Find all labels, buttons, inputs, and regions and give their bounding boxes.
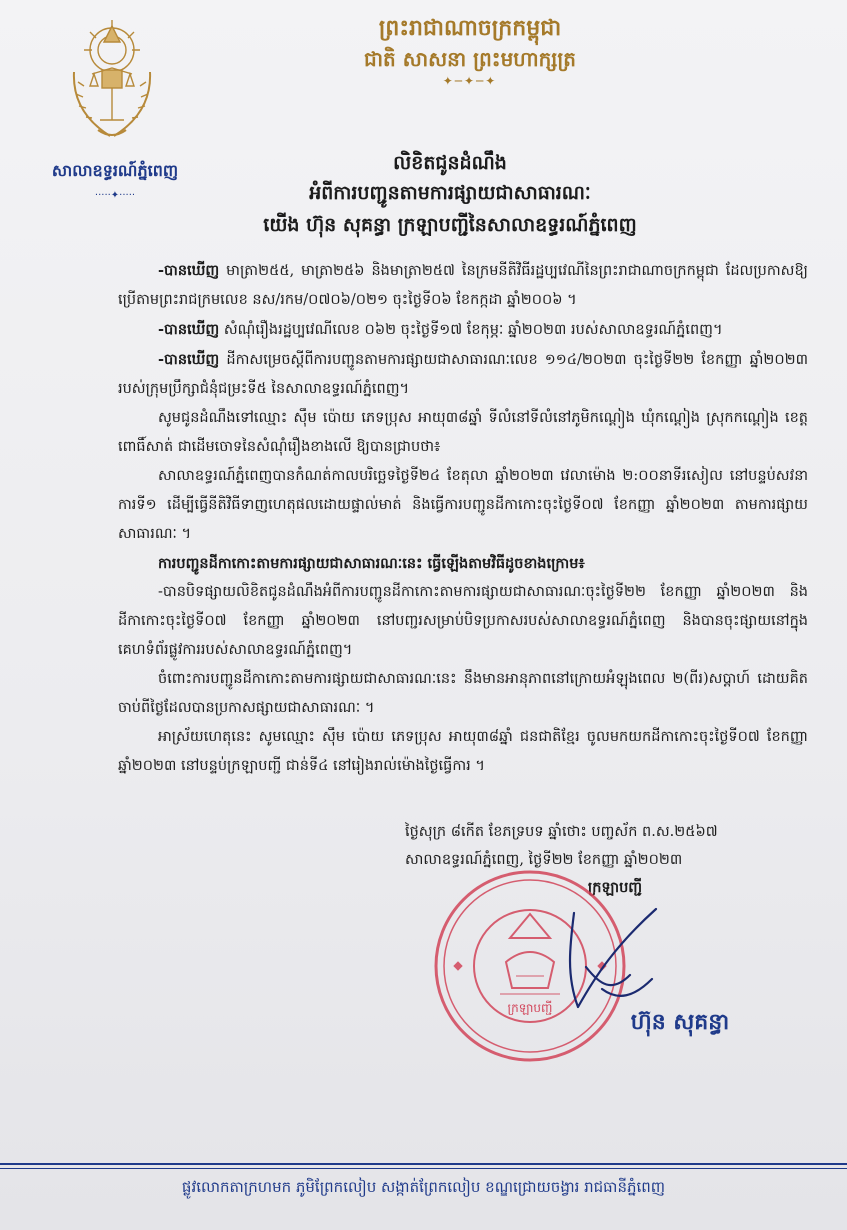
document-subject: អំពីការបញ្ជូនតាមការផ្សាយជាសាធារណៈ (309, 182, 591, 204)
paragraph-3 (118, 345, 808, 404)
paragraph-5: សាលាឧទ្ធរណ៍ភ្នំពេញបានកំណត់កាលបរិច្ឆេទថ្ងៃទី២៤ ខែតុលា ឆ្នាំ២០២៣ វេលាម៉ោង ២:០០នាទីរសៀល នៅបន្ទប់សវនាការទី១ ដើម្បីធ្វើនីតិវិធីទាញហេតុផលដោយផ្ទាល់មាត់ និងធ្វើការបញ្ជូនដីកាកោះចុះថ្ងៃទី០៧ ខែកញ្ញា ឆ្នាំ២០២៣ តាមការផ្សាយសាធារណៈ ។ (118, 468, 808, 542)
paragraph-2 (118, 315, 808, 345)
paragraph-8: អាស្រ័យហេតុនេះ សូមឈ្មោះ ស៊ឹម ប៉ោយ ភេទប្រុស អាយុ៣៨ឆ្នាំ ជនជាតិខ្មែរ ចូលមកយកដីកាកោះចុះថ្ងៃទី០៧ ខែកញ្ញា ឆ្នាំ២០២៣ នៅបន្ទប់ក្រឡាបញ្ជី ជាន់ទី៤ នៅរៀងរាល់ម៉ោងថ្ងៃធ្វើការ ។ (118, 729, 808, 774)
paragraph-text: សំណុំរឿងរដ្ឋប្បវេណីលេខ ០៦២ ចុះថ្ងៃទី១៧ ខែកុម្ភៈ ឆ្នាំ២០២៣ របស់សាលាឧទ្ធរណ៍ភ្នំពេញ។ (219, 322, 723, 338)
document-title: លិខិតជូនដំណឹង (393, 152, 507, 174)
footer-address: ផ្លូវលោកតាក្រហមក ភូមិព្រែកលៀប សង្កាត់ព្រែកលៀប ខណ្ឌជ្រោយចង្វារ រាជធានីភ្នំពេញ (181, 1178, 666, 1196)
lunar-date: ថ្ងៃសុក្រ ៨កើត ខែភទ្របទ ឆ្នាំថោះ បញ្ចស័ក ព.ស.២៥៦៧ (405, 824, 718, 840)
paragraph-lead: -បានឃើញ (158, 351, 220, 368)
document-titles (150, 148, 750, 242)
footer-divider-thin (0, 1168, 847, 1169)
paragraph-7: ចំពោះការបញ្ជូនដីកាកោះតាមការផ្សាយជាសាធារណៈនេះ នឹងមានអានុភាពនៅក្រោយអំឡុងពេល ២(ពីរ)សប្តាហ៍ ដោយគិតចាប់ពីថ្ងៃដែលបានប្រកាសផ្សាយជាសាធារណៈ ។ (118, 671, 808, 716)
paragraph-text: ដីកាសម្រេចស្តីពីការបញ្ជូនតាមការផ្សាយជាសាធារណៈលេខ ១១៤/២០២៣ ចុះថ្ងៃទី២២ ខែកញ្ញា ឆ្នាំ២០២៣ របស់ក្រុមប្រឹក្សាជំនុំជម្រះទី៥ នៃសាលាឧទ្ធរណ៍ភ្នំពេញ។ (118, 352, 808, 397)
issuer-line: យើង ហ៊ុន សុគន្ធា ក្រឡាបញ្ជីនៃសាលាឧទ្ធរណ៍ភ្នំពេញ (263, 214, 637, 236)
paragraph-6: -បានបិទផ្សាយលិខិតជូនដំណឹងអំពីការបញ្ជូនដីកាកោះតាមការផ្សាយជាសាធារណៈចុះថ្ងៃទី២២ ខែកញ្ញា ឆ្នាំ២០២៣ និងដីកាកោះចុះថ្ងៃទី០៧ ខែកញ្ញា ឆ្នាំ២០២៣ នៅបញ្ជរសម្រាប់បិទប្រកាសរបស់សាលាឧទ្ធរណ៍ភ្នំពេញ និងបានចុះផ្សាយនៅក្នុងគេហទំព័រផ្លូវការរបស់សាលាឧទ្ធរណ៍ភ្នំពេញ។ (118, 584, 808, 658)
header-ornament: ✦─✦─✦ (442, 74, 498, 88)
paragraph-text: មាត្រា២៥៥, មាត្រា២៥៦ និងមាត្រា២៥៧ នៃក្រមនីតិវិធីរដ្ឋប្បវេណីនៃព្រះរាជាណាចក្រកម្ពុជា ដែលប្រកាសឱ្យប្រើតាមព្រះរាជក្រមលេខ នស/រកម/០៧០៦/០២១ ចុះថ្ងៃទី០៦ ខែកក្កដា ឆ្នាំ២០០៦ ។ (118, 263, 808, 308)
paragraph-4: សូមជូនដំណឹងទៅឈ្មោះ ស៊ឹម ប៉ោយ ភេទប្រុស អាយុ៣៨ឆ្នាំ ទីលំនៅទីលំនៅភូមិកណ្តៀង ឃុំកណ្តៀង ស្រុកកណ្តៀង ខេត្តពោធិ៍សាត់ ជាដើមចោទនៃសំណុំរឿងខាងលើ ឱ្យបានជ្រាបថា៖ (118, 410, 808, 455)
royal-emblem-icon (62, 12, 162, 152)
section-heading: ការបញ្ជូនដីកាកោះតាមការផ្សាយជាសាធារណៈនេះ ធ្វើឡើងតាមវិធីដូចខាងក្រោម៖ (158, 555, 585, 572)
signature-icon (556, 905, 666, 1015)
kingdom-title: ព្រះរាជាណាចក្រកម្ពុជា (378, 15, 562, 41)
footer-divider (0, 1163, 847, 1165)
paragraph-lead: -បានឃើញ (158, 262, 220, 279)
letterhead (290, 12, 650, 88)
signer-name: ហ៊ុន សុគន្ធា (630, 1009, 730, 1035)
document-body (118, 256, 808, 781)
signer-role: ក្រឡាបញ្ជី (587, 879, 643, 896)
paragraph-1 (118, 256, 808, 315)
court-ornament: ·····✦····· (94, 190, 136, 201)
paragraph-lead: -បានឃើញ (158, 321, 220, 338)
national-motto: ជាតិ សាសនា ព្រះមហាក្សត្រ (364, 47, 576, 71)
seal-label: ក្រឡាបញ្ជី (507, 1001, 553, 1015)
solar-date: សាលាឧទ្ធរណ៍ភ្នំពេញ, ថ្ងៃទី២២ ខែកញ្ញា ឆ្នាំ២០២៣ (405, 852, 683, 868)
court-name: សាលាឧទ្ធរណ៍ភ្នំពេញ (51, 161, 179, 180)
